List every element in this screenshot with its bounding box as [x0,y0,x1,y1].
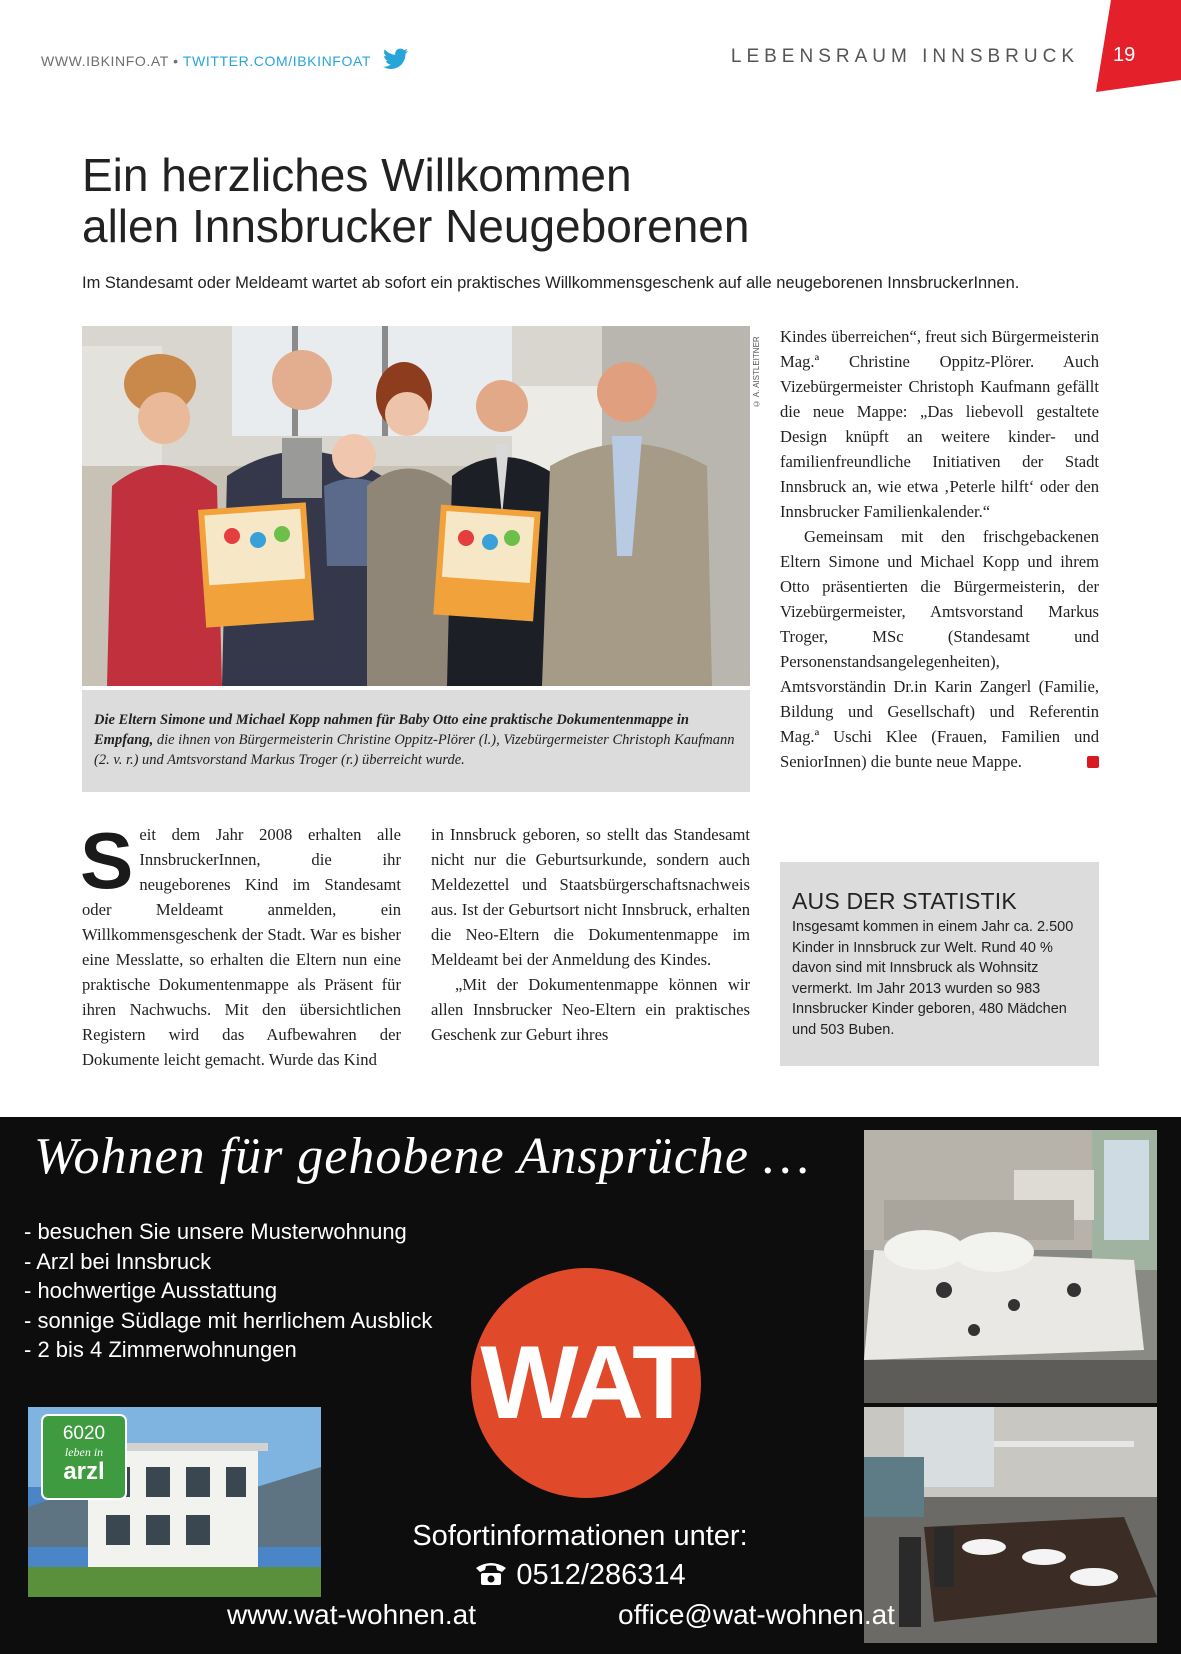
ad-bullet: - hochwertige Ausstattung [24,1278,278,1303]
statistics-text: Insgesamt kommen in einem Jahr ca. 2.500 Kinder in Innsbruck zur Welt. Rund 40 % davon sind mit Innsbruck als Wohnsitz vermerkt. Im Jahr 2013 wurden so 983 Innsbrucker Kinder geboren, 480 Mädchen und 503 Buben. [792,919,1074,1038]
badge-script: leben in [64,1445,104,1459]
statistics-heading: AUS DER STATISTIK [792,888,1017,914]
bedroom-photo [864,1130,1157,1403]
site-url[interactable]: WWW.IBKINFO.AT [41,53,169,69]
column-3-paragraph-2: Gemeinsam mit den frischgebackenen Eltern Simone und Michael Kopp und ihrem Otto präsentierten die Bürgermeisterin, der Vizebürgermeister, Amtsvorstand Markus Troger, MSc (Standesamt und Personenstandsangelegenheiten), Amtsvorständin Dr.in Karin Zangerl (Familie, Bildung und Gesellschaft) und Referentin Mag.ª Uschi Klee (Frauen, Familien und SeniorInnen) die bunte neue Mappe. [780,527,1099,771]
column-2-paragraph-2: „Mit der Dokumentenmappe können wir allen Innsbrucker Neo-Eltern ein praktisches Geschenk zur Geburt ihres [431,975,750,1044]
badge-place: arzl [63,1458,105,1485]
end-mark-icon [1087,756,1099,768]
ad-bullet-list [24,1217,432,1365]
article-column-2 [431,822,750,1047]
arzl-badge [42,1415,126,1499]
ad-headline: Wohnen für gehobene Ansprüche … [34,1128,811,1185]
logo-text: WAT [480,1325,692,1441]
phone-number[interactable]: 0512/286314 [516,1559,686,1591]
badge-number: 6020 [62,1423,106,1444]
section-title: LEBENSRAUM INNSBRUCK [730,46,1079,67]
drop-cap: S [80,816,134,905]
twitter-bird-icon [383,48,409,70]
ad-bullet: - sonnige Südlage mit herrlichem Ausblick [24,1307,433,1333]
title-line-2: allen Innsbrucker Neugeborenen [82,200,750,252]
column-3-paragraph-1: Kindes überreichen“, freut sich Bürgermeisterin Mag.ª Christine Oppitz-Plörer. Auch Vizebürgermeister Christoph Kaufmann gefällt die neue Mappe: „Das liebevoll gestaltete Design knüpft an weitere kinder- und familienfreundliche Initiativen der Stadt Innsbruck an, wie etwa ‚Peterle hilft‘ oder den Innsbrucker Familienkalender.“ [780,327,1100,521]
header-separator: • [168,53,183,69]
article-column-3 [780,324,1099,774]
page-number: 19 [1113,44,1136,66]
contact-info [360,1517,800,1595]
email-link[interactable]: office@wat-wohnen.at [618,1599,895,1630]
header-links [41,48,409,70]
column-2-paragraph-1: in Innsbruck geboren, so stellt das Standesamt nicht nur die Geburtsurkunde, sondern auch Meldezettel und Staatsbürgerschaftsnachweis aus. Ist der Geburtsort nicht Innsbruck, erhalten die Neo-Eltern die Dokumentenmappe im Meldeamt bei der Anmeldung des Kindes. [431,825,750,969]
article-lead: Im Standesamt oder Meldeamt wartet ab sofort ein praktisches Willkommensgeschenk auf alle neugeborenen InnsbruckerInnen. [82,274,1020,292]
ad-bullet: - 2 bis 4 Zimmerwohnungen [24,1337,297,1362]
ad-bullet: - besuchen Sie unsere Musterwohnung [24,1219,407,1244]
statistics-box [780,862,1099,1066]
title-line-1: Ein herzliches Willkommen [82,149,632,201]
article-column-1 [80,816,401,1072]
photo-caption [82,690,750,792]
twitter-url[interactable]: TWITTER.COM/IBKINFOAT [182,53,371,69]
telephone-icon [474,1560,508,1586]
advertisement [0,1117,1181,1654]
info-label: Sofortinformationen unter: [412,1520,748,1552]
wat-logo [470,1267,702,1499]
ad-bullet: - Arzl bei Innsbruck [24,1248,212,1274]
dining-room-photo [864,1407,1157,1643]
column-1-text: eit dem Jahr 2008 erhalten alle InnsbruckerInnen, die ihr neugeborenes Kind im Standesamt oder Meldeamt anmelden, ein Willkommensgeschenk der Stadt. War es bisher eine Messlatte, so erhalten die Eltern nun eine praktische Dokumentenmappe als Präsent für ihren Nachwuchs. Mit den übersichtlichen Registern wird das Aufbewahren der Dokumente leicht gemacht. Wurde das Kind [82,825,401,1069]
caption-bold: Die Eltern Simone und Michael Kopp nahmen für Baby Otto eine praktische Dokumentenmappe in Empfang, [94,712,689,748]
website-link[interactable]: www.wat-wohnen.at [227,1599,477,1630]
page-tab [1096,0,1181,92]
caption-text: die ihnen von Bürgermeisterin Christine Oppitz-Plörer (l.), Vizebürgermeister Christoph Kaufmann (2. v. r.) und Amtsvorstand Markus Troger (r.) überreicht wurde. [94,732,735,768]
photo-credit: © A. AISTLEITNER [752,336,761,408]
article-title [82,150,982,252]
article-photo [82,326,750,686]
